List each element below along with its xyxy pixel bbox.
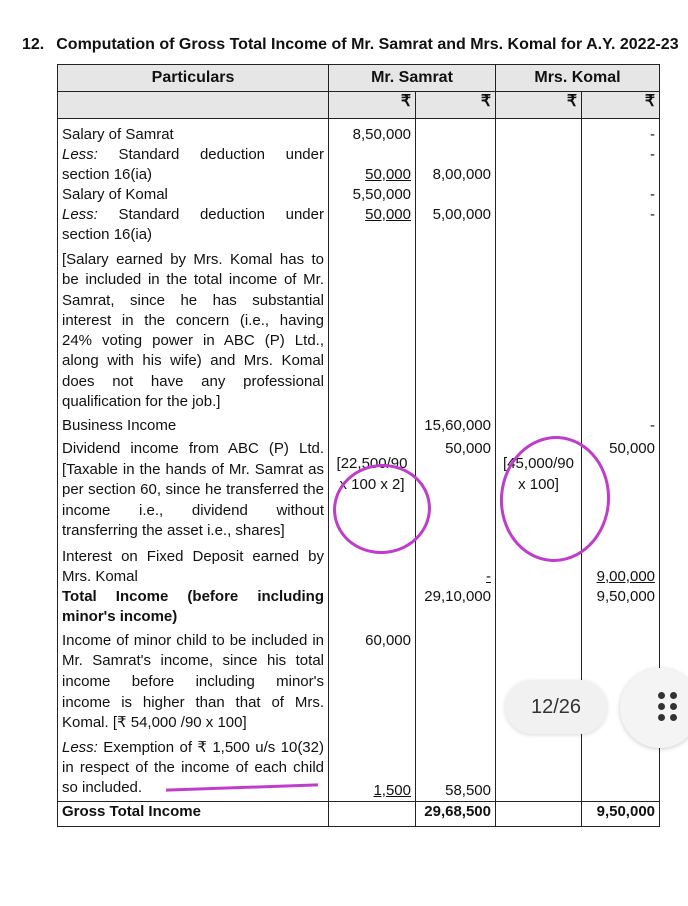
table-row — [58, 245, 660, 416]
table-row — [58, 738, 660, 802]
row-amount-a — [329, 587, 416, 631]
row-amount-d: - — [582, 416, 660, 439]
row-particulars: Less: Exemption of ₹ 1,500 u/s 10(32) in respect of the income of each child so included. — [58, 738, 329, 802]
row-amount-b — [416, 119, 496, 146]
row-amount-b: - — [486, 567, 491, 585]
row-amount-a — [329, 416, 416, 439]
total-amount-d: 9,50,000 — [582, 801, 660, 826]
row-amount-c — [496, 738, 582, 802]
table-row — [58, 547, 660, 587]
row-amount-d: - — [582, 145, 660, 185]
total-amount-a — [329, 801, 416, 826]
page-indicator — [505, 680, 607, 734]
question-number: 12. — [22, 36, 45, 53]
row-amount-d: 9,50,000 — [582, 587, 660, 631]
row-amount-a: [22,500/90 x 100 x 2] — [329, 439, 416, 547]
row-amount-d: 50,000 — [582, 439, 660, 547]
row-particulars: Business Income — [58, 416, 329, 439]
table-row — [58, 205, 660, 245]
row-particulars: Total Income (before including minor's income) — [58, 587, 329, 631]
row-amount-d: - — [582, 185, 660, 205]
row-particulars: Income of minor child to be included in Mr. Samrat's income, since his total income before including minor's income is higher than that of Mrs. Komal. [₹ 54,000 /90 x 100] — [58, 631, 329, 738]
header-komal: Mrs. Komal — [496, 65, 660, 92]
row-amount-b: 5,00,000 — [416, 205, 496, 245]
question-title: Computation of Gross Total Income of Mr. Samrat and Mrs. Komal for A.Y. 2022-23 — [56, 36, 679, 53]
total-row — [58, 801, 660, 826]
row-amount-d: - — [582, 205, 660, 245]
page-indicator-label: 12/26 — [530, 695, 582, 718]
row-particulars: Dividend income from ABC (P) Ltd. [Taxable in the hands of Mr. Samrat as per section 60, since he transferred the income i.e., dividend without transferring the asset i.e., shares] — [58, 439, 329, 547]
currency-symbol: ₹ — [496, 92, 582, 119]
row-amount-b — [416, 185, 496, 205]
header-samrat: Mr. Samrat — [329, 65, 496, 92]
currency-symbol: ₹ — [329, 92, 416, 119]
row-amount-b: 8,00,000 — [416, 145, 496, 185]
currency-symbol: ₹ — [582, 92, 660, 119]
row-particulars: Interest on Fixed Deposit earned by Mrs. Komal — [58, 547, 329, 587]
row-amount-c — [496, 119, 582, 146]
row-amount-d: - — [582, 119, 660, 146]
row-amount-a: 50,000 — [365, 166, 411, 183]
row-amount-b — [416, 631, 496, 738]
row-amount-a: 5,50,000 — [329, 185, 416, 205]
more-options-icon — [658, 692, 678, 722]
row-amount-c — [496, 416, 582, 439]
row-amount-c — [496, 547, 582, 587]
row-amount-a — [329, 547, 416, 587]
table-row — [58, 185, 660, 205]
row-particulars: Salary of Samrat — [58, 119, 329, 146]
table-row — [58, 119, 660, 146]
row-amount-c — [496, 145, 582, 185]
row-particulars: Less: Standard deduction under section 16(ia) — [58, 205, 329, 245]
table-row — [58, 416, 660, 439]
currency-symbol: ₹ — [416, 92, 496, 119]
row-amount-a: 50,000 — [365, 206, 411, 223]
table-row — [58, 439, 660, 547]
row-amount-a: 8,50,000 — [329, 119, 416, 146]
table-row — [58, 587, 660, 631]
total-amount-c — [496, 801, 582, 826]
row-amount-b: 15,60,000 — [416, 416, 496, 439]
row-amount-a: 1,500 — [373, 781, 411, 799]
row-amount-c — [496, 205, 582, 245]
row-particulars: Salary of Komal — [58, 185, 329, 205]
row-amount-b: 50,000 — [416, 439, 496, 547]
header-blank — [58, 92, 329, 119]
row-amount-d: 9,00,000 — [596, 567, 655, 585]
row-amount-d — [582, 738, 660, 802]
total-label: Gross Total Income — [58, 801, 329, 826]
row-amount-b: 58,500 — [416, 738, 496, 802]
row-amount-b: 29,10,000 — [416, 587, 496, 631]
page-heading — [22, 36, 679, 54]
row-particulars: Less: Standard deduction under section 16(ia) — [58, 145, 329, 185]
total-amount-b: 29,68,500 — [416, 801, 496, 826]
table-row — [58, 145, 660, 185]
row-amount-a: 60,000 — [329, 631, 416, 738]
row-amount-c — [496, 587, 582, 631]
header-particulars: Particulars — [58, 65, 329, 92]
row-amount-c — [496, 185, 582, 205]
row-amount-c: [45,000/90 x 100] — [496, 439, 582, 547]
row-particulars: [Salary earned by Mrs. Komal has to be included in the total income of Mr. Samrat, since he has substantial interest in the concern (i.e., having 24% voting power in ABC (P) Ltd., along with his wife) and Mrs. Komal does not have any professional qualification for the job.] — [58, 245, 329, 416]
